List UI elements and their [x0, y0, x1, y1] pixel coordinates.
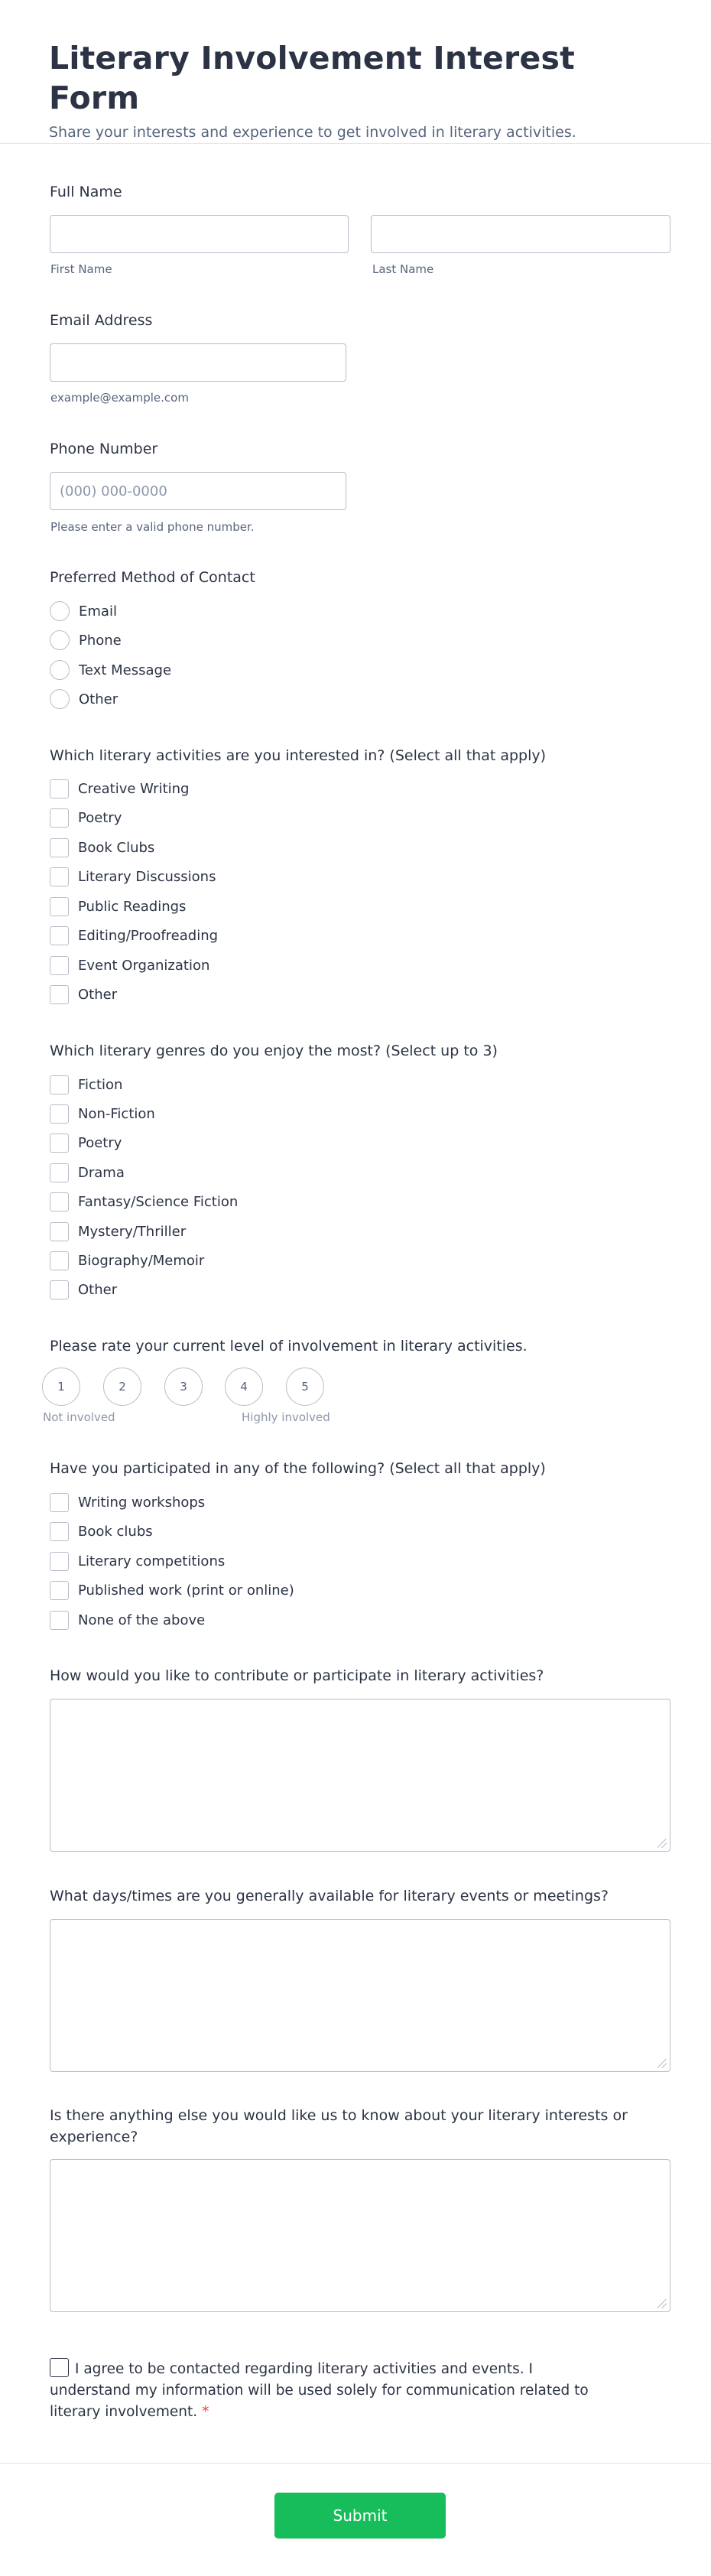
- checkbox[interactable]: [50, 1192, 69, 1212]
- activity-option-book-clubs[interactable]: [50, 836, 154, 859]
- form-subtitle: Share your interests and experience to get involved in literary activities.: [49, 124, 576, 141]
- activity-option-other[interactable]: [50, 983, 117, 1006]
- checkbox[interactable]: [50, 1222, 69, 1241]
- activity-option-poetry[interactable]: [50, 806, 122, 829]
- option-label: Fiction: [78, 1076, 123, 1093]
- checkbox[interactable]: [50, 1611, 69, 1630]
- full-name-label: Full Name: [50, 184, 122, 200]
- consent-checkbox[interactable]: [50, 2358, 69, 2377]
- option-label: Literary competitions: [78, 1553, 226, 1569]
- option-label: Writing workshops: [78, 1494, 206, 1511]
- genre-option-mystery-thriller[interactable]: [50, 1220, 186, 1243]
- checkbox[interactable]: [50, 1163, 69, 1182]
- contact-option-other[interactable]: [50, 688, 118, 711]
- activity-option-event-organization[interactable]: [50, 954, 209, 977]
- rating-option-5[interactable]: 5: [286, 1368, 324, 1406]
- option-label: Other: [78, 1281, 118, 1298]
- option-label: Biography/Memoir: [78, 1252, 205, 1269]
- checkbox[interactable]: [50, 926, 69, 945]
- radio-button[interactable]: [50, 601, 70, 621]
- participation-label: Have you participated in any of the following? (Select all that apply): [50, 1460, 546, 1477]
- checkbox[interactable]: [50, 1493, 69, 1512]
- required-marker: *: [202, 2404, 209, 2420]
- participation-option-literary-competitions[interactable]: [50, 1550, 225, 1573]
- checkbox[interactable]: [50, 1134, 69, 1153]
- anything-else-label: Is there anything else you would like us to know about your literary interests or experience?: [50, 2107, 628, 2145]
- radio-button[interactable]: [50, 660, 70, 680]
- option-label: Drama: [78, 1164, 125, 1181]
- checkbox[interactable]: [50, 1581, 69, 1600]
- genre-option-poetry[interactable]: [50, 1131, 122, 1154]
- checkbox[interactable]: [50, 867, 69, 886]
- phone-input[interactable]: [50, 472, 346, 510]
- checkbox[interactable]: [50, 808, 69, 828]
- option-label: Published work (print or online): [78, 1582, 294, 1599]
- genre-option-non-fiction[interactable]: [50, 1102, 155, 1125]
- email-label: Email Address: [50, 312, 153, 329]
- option-label: Poetry: [78, 809, 122, 826]
- participation-option-book-clubs[interactable]: [50, 1520, 153, 1543]
- option-label: Other: [78, 986, 118, 1003]
- resize-grip-icon[interactable]: [657, 2299, 667, 2308]
- submit-button[interactable]: Submit: [274, 2493, 446, 2539]
- consent-text: I agree to be contacted regarding literary activities and events. I understand my information will be used solely for communication related to literary involvement.: [50, 2361, 589, 2420]
- contact-option-email[interactable]: [50, 600, 117, 623]
- email-input[interactable]: [50, 343, 346, 382]
- last-name-sublabel: Last Name: [372, 262, 434, 276]
- participation-option-none[interactable]: [50, 1608, 205, 1631]
- rating-option-4[interactable]: 4: [225, 1368, 263, 1406]
- option-label: Fantasy/Science Fiction: [78, 1193, 239, 1210]
- option-label: Creative Writing: [78, 780, 190, 797]
- checkbox[interactable]: [50, 956, 69, 975]
- checkbox[interactable]: [50, 985, 69, 1004]
- checkbox[interactable]: [50, 1280, 69, 1299]
- contribute-textarea[interactable]: [50, 1699, 670, 1852]
- checkbox[interactable]: [50, 779, 69, 798]
- option-label: Other: [79, 691, 118, 707]
- rating-option-3[interactable]: 3: [164, 1368, 203, 1406]
- checkbox[interactable]: [50, 1251, 69, 1270]
- form-title: Literary Involvement Interest Form: [49, 40, 575, 116]
- option-label: Public Readings: [78, 898, 187, 915]
- rating-high-caption: Highly involved: [242, 1410, 330, 1424]
- activity-option-public-readings[interactable]: [50, 895, 186, 918]
- availability-textarea[interactable]: [50, 1919, 670, 2072]
- resize-grip-icon[interactable]: [657, 1839, 667, 1848]
- option-label: Mystery/Thriller: [78, 1223, 187, 1240]
- genre-option-drama[interactable]: [50, 1161, 125, 1184]
- email-sublabel: example@example.com: [50, 391, 189, 405]
- genre-option-other[interactable]: [50, 1278, 117, 1301]
- genre-option-fantasy-science-fiction[interactable]: [50, 1190, 238, 1213]
- checkbox[interactable]: [50, 838, 69, 857]
- contact-option-phone[interactable]: [50, 629, 122, 652]
- phone-label: Phone Number: [50, 441, 158, 457]
- option-label: Text Message: [79, 662, 172, 678]
- last-name-input[interactable]: [371, 215, 670, 253]
- option-label: Poetry: [78, 1134, 122, 1151]
- option-label: Literary Discussions: [78, 868, 216, 885]
- checkbox[interactable]: [50, 1522, 69, 1541]
- checkbox[interactable]: [50, 1075, 69, 1094]
- availability-label: What days/times are you generally available for literary events or meetings?: [50, 1888, 609, 1904]
- option-label: Book Clubs: [78, 839, 155, 856]
- first-name-sublabel: First Name: [50, 262, 112, 276]
- checkbox[interactable]: [50, 1104, 69, 1124]
- activities-label: Which literary activities are you interested in? (Select all that apply): [50, 747, 547, 764]
- anything-else-textarea[interactable]: [50, 2159, 670, 2312]
- rating-option-2[interactable]: 2: [103, 1368, 141, 1406]
- contact-method-label: Preferred Method of Contact: [50, 569, 255, 586]
- radio-button[interactable]: [50, 630, 70, 650]
- option-label: None of the above: [78, 1612, 206, 1628]
- option-label: Email: [79, 603, 117, 620]
- phone-sublabel: Please enter a valid phone number.: [50, 520, 255, 534]
- involvement-label: Please rate your current level of involvement in literary activities.: [50, 1338, 528, 1355]
- checkbox[interactable]: [50, 897, 69, 916]
- resize-grip-icon[interactable]: [657, 2059, 667, 2068]
- activity-option-editing-proofreading[interactable]: [50, 924, 218, 947]
- activity-option-literary-discussions[interactable]: [50, 865, 216, 888]
- activity-option-creative-writing[interactable]: [50, 777, 189, 800]
- genre-option-biography-memoir[interactable]: [50, 1249, 204, 1272]
- contribute-label: How would you like to contribute or participate in literary activities?: [50, 1667, 544, 1684]
- rating-option-1[interactable]: 1: [42, 1368, 80, 1406]
- option-label: Phone: [79, 632, 122, 649]
- form-header: [0, 0, 711, 144]
- genre-option-fiction[interactable]: [50, 1073, 122, 1096]
- option-label: Book clubs: [78, 1523, 153, 1540]
- option-label: Non-Fiction: [78, 1105, 155, 1122]
- genres-label: Which literary genres do you enjoy the most? (Select up to 3): [50, 1042, 498, 1059]
- radio-button[interactable]: [50, 689, 70, 709]
- option-label: Editing/Proofreading: [78, 927, 219, 944]
- consent-field[interactable]: [50, 2358, 608, 2423]
- participation-option-published-work[interactable]: [50, 1579, 294, 1602]
- contact-option-text-message[interactable]: [50, 659, 171, 681]
- option-label: Event Organization: [78, 957, 210, 974]
- rating-low-caption: Not involved: [43, 1410, 115, 1424]
- checkbox[interactable]: [50, 1552, 69, 1571]
- first-name-input[interactable]: [50, 215, 349, 253]
- form-footer: [0, 2463, 711, 2576]
- participation-option-writing-workshops[interactable]: [50, 1491, 205, 1514]
